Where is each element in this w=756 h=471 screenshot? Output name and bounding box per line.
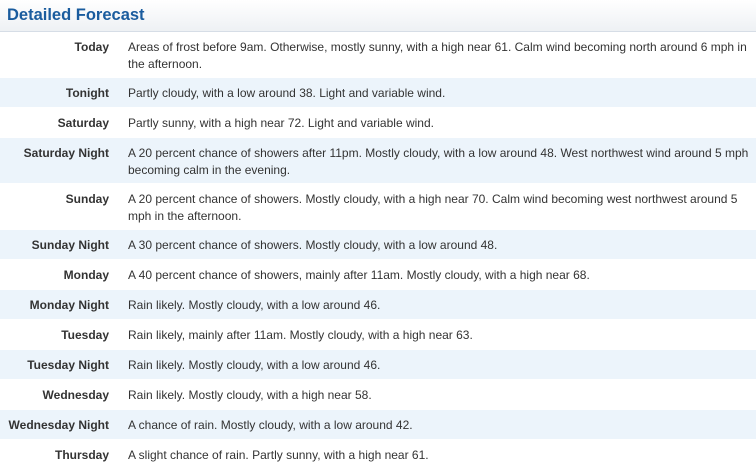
forecast-row [0,290,756,320]
forecast-text: Rain likely. Mostly cloudy, with a low around 46. [128,298,381,312]
forecast-list [0,32,756,470]
forecast-row [0,230,756,260]
forecast-row [0,440,756,470]
forecast-period: Monday [63,268,109,282]
forecast-period: Today [74,40,109,54]
forecast-text: Areas of frost before 9am. Otherwise, mostly sunny, with a high near 61. Calm wind becoming north around 6 mph in the afternoon. [128,40,747,71]
forecast-text: A chance of rain. Mostly cloudy, with a low around 42. [128,418,413,432]
forecast-period: Tuesday [61,328,109,342]
forecast-row [0,108,756,138]
forecast-period: Wednesday [42,388,109,402]
forecast-period: Wednesday Night [8,418,109,432]
forecast-period: Saturday [57,116,109,130]
forecast-text: Partly sunny, with a high near 72. Light and variable wind. [128,116,434,130]
forecast-row [0,32,756,78]
forecast-row [0,380,756,410]
forecast-text: Rain likely, mainly after 11am. Mostly cloudy, with a high near 63. [128,328,473,342]
forecast-text: A 30 percent chance of showers. Mostly cloudy, with a low around 48. [128,238,498,252]
panel-title: Detailed Forecast [7,6,145,24]
forecast-period: Thursday [54,448,109,462]
forecast-row [0,78,756,108]
forecast-row [0,138,756,184]
forecast-row [0,184,756,230]
forecast-period: Tuesday Night [27,358,109,372]
forecast-row [0,410,756,440]
forecast-text: Rain likely. Mostly cloudy, with a low around 46. [128,358,381,372]
forecast-period: Sunday [65,192,109,206]
forecast-row [0,260,756,290]
forecast-text: A 20 percent chance of showers after 11pm. Mostly cloudy, with a low around 48. West northwest wind around 5 mph becoming calm in the evening. [128,146,749,177]
forecast-period: Tonight [65,86,109,100]
forecast-period: Sunday Night [31,238,109,252]
forecast-text: A slight chance of rain. Partly sunny, with a high near 61. [128,448,429,462]
panel-header [0,0,756,32]
forecast-text: Rain likely. Mostly cloudy, with a high near 58. [128,388,372,402]
forecast-text: A 40 percent chance of showers, mainly after 11am. Mostly cloudy, with a high near 68. [128,268,590,282]
forecast-period: Monday Night [29,298,109,312]
forecast-text: Partly cloudy, with a low around 38. Light and variable wind. [128,86,446,100]
forecast-text: A 20 percent chance of showers. Mostly cloudy, with a high near 70. Calm wind becoming west northwest around 5 mph in the afternoon. [128,192,738,223]
forecast-period: Saturday Night [23,146,109,160]
forecast-row [0,350,756,380]
forecast-row [0,320,756,350]
